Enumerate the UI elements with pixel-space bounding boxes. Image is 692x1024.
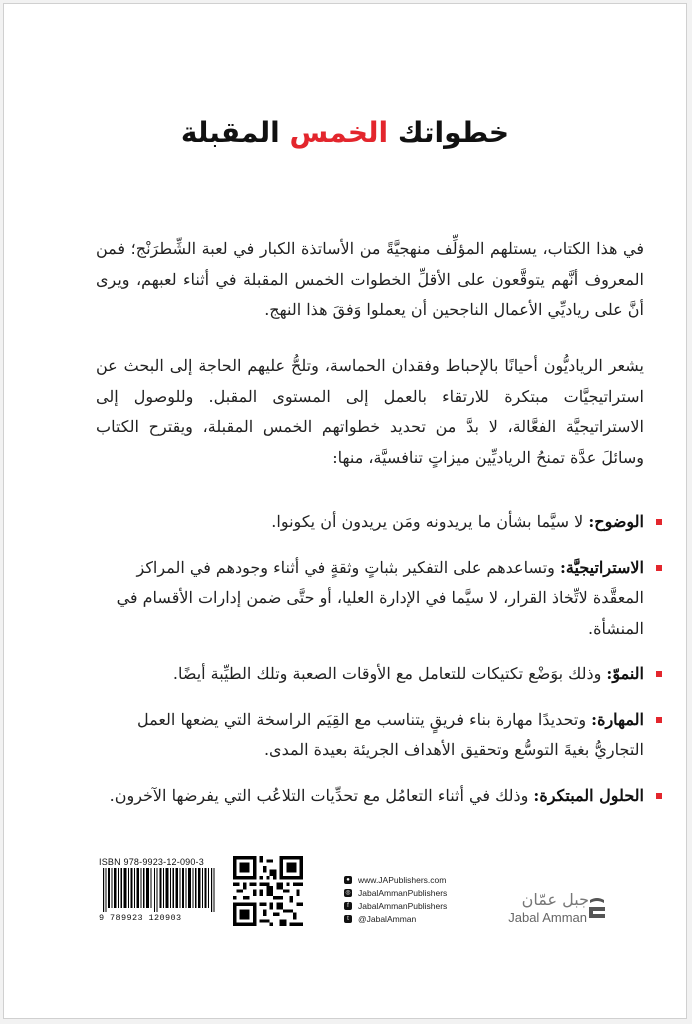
contact-facebook[interactable] (344, 900, 484, 912)
second-paragraph: يشعر الرياديُّون أحيانًا بالإحباط وفقدان الحماسة، وتلحُّ عليهم الحاجة إلى البحث عن استراتيجيَّات مبتكرة للارتقاء بالعمل إلى المستوى المقبل. وللوصول إلى الاستراتيجيَّة الفعَّالة، لا بدَّ من تحديد خطواتهم الخمس المقبلة، ويقترح الكتاب وسائلَ عدَّة تمنحُ الرياديِّين ميزاتٍ تنافسيَّة، منها: (96, 356, 645, 467)
bullet-label: النموّ: (606, 664, 644, 683)
bullet-text: وتساعدهم على التفكير بثباتٍ وثقةٍ في أثناء وجودهم في المراكز المعقَّدة لاتِّخاذ القرار، لا سيَّما في الإدارة العليا، أو حتَّى ضمن إدارات الأقسام في المنشأة. (116, 557, 644, 638)
facebook-icon: f (344, 902, 352, 910)
list-item (96, 507, 662, 538)
intro-paragraph: في هذا الكتاب، يستلهم المؤلِّف منهجيَّةً من الأساتذة الكبار في لعبة الشِّطرَنْج؛ فمن المعروف أنَّهم يتوقَّعون على الأقلِّ الخطوات الخمس المقبلة في أثناء لعبهم، ويرى أنَّ على رياديِّي الأعمال الناجحين أن يعملوا وَفقَ هذا النهج. (96, 239, 644, 319)
list-item (96, 705, 662, 766)
bullet-square-icon (656, 519, 662, 525)
features-list (96, 507, 662, 826)
title-part-2: المقبلة (180, 116, 290, 149)
bullet-square-icon (656, 671, 662, 677)
jabal-amman-logo-icon (587, 894, 607, 924)
isbn-label: ISBN 978-9923-12-090-3 (99, 857, 204, 867)
bullet-text: وتحديدًا مهارة بناء فريقٍ يتناسب مع القِيَم الراسخة التي يضعها العمل التجاريُّ بغيةَ التوسُّع وتحقيق الأهداف الجريئة بعيدة المدى. (136, 709, 644, 759)
isbn-digits: 9 789923 120903 (99, 913, 182, 923)
bullet-square-icon (656, 565, 662, 571)
list-item (96, 553, 662, 645)
title-part-1: خطواتك (388, 116, 510, 149)
book-title (4, 116, 686, 149)
list-item (96, 659, 662, 690)
bullet-square-icon (656, 793, 662, 799)
contact-text: www.JAPublishers.com (358, 875, 447, 885)
bullet-text: وذلك بوَضْع تكتيكات للتعامل مع الأوقات الصعبة وتلك الطيِّبة أيضًا. (172, 664, 607, 683)
isbn-barcode (99, 856, 219, 926)
twitter-icon: t (344, 915, 352, 923)
contact-instagram[interactable] (344, 887, 484, 899)
list-item (96, 781, 662, 812)
bullet-label: الحلول المبتكرة: (533, 785, 644, 805)
qr-code-icon (233, 856, 303, 926)
publisher-logo (497, 890, 607, 930)
bullet-text: وذلك في أثناء التعامُل مع تحدِّيات التلاعُب التي يفرضها الآخرون. (109, 785, 534, 805)
publisher-arabic-name: جبل عمّان (521, 890, 589, 909)
contact-website[interactable] (344, 874, 484, 886)
bullet-text: لا سيَّما بشأن ما يريدونه ومَن يريدون أن يكونوا. (271, 512, 589, 531)
bullet-square-icon (656, 717, 662, 723)
globe-icon: ● (344, 876, 352, 884)
bullet-label: الوضوح: (588, 512, 644, 531)
title-highlight: الخمس (289, 116, 389, 149)
bullet-label: الاستراتيجيَّة: (560, 557, 644, 577)
publisher-english-name: Jabal Amman (508, 910, 587, 925)
instagram-icon: ◎ (345, 890, 351, 896)
contact-text: JabalAmmanPublishers (358, 888, 448, 898)
publisher-contacts (344, 874, 484, 926)
contact-text: JabalAmmanPublishers (358, 901, 448, 911)
contact-text: @JabalAmman (358, 914, 417, 924)
contact-twitter[interactable] (344, 913, 484, 925)
barcode-icon (99, 868, 219, 912)
bullet-label: المهارة: (591, 709, 644, 729)
back-cover (3, 3, 687, 1019)
